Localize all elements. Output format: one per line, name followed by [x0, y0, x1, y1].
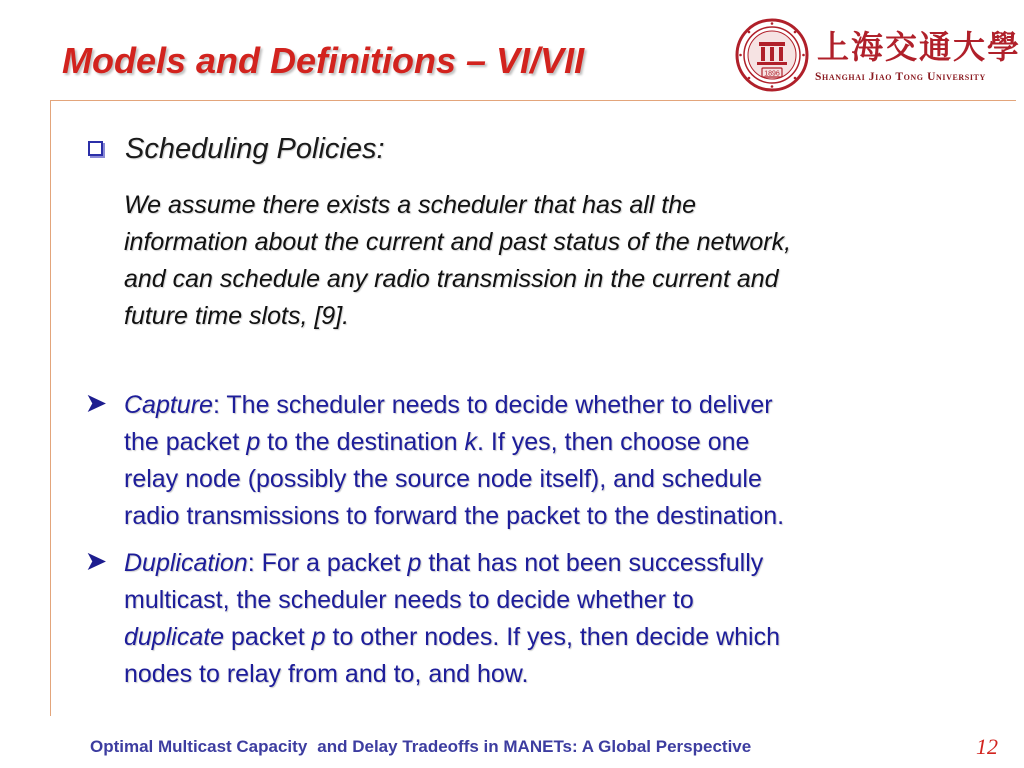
capture-bullet [124, 387, 994, 535]
footer-text [90, 737, 761, 757]
section-heading: Scheduling Policies: [125, 133, 385, 165]
duplication-bullet [124, 545, 994, 693]
left-divider [50, 100, 51, 716]
university-seal-icon [735, 18, 809, 92]
logo-english-text: Shanghai Jiao Tong University [815, 71, 986, 83]
arrow-bullet-icon: ➤ [86, 390, 107, 417]
logo-chinese-text: 上海交通大學 [817, 28, 1022, 66]
paragraph-line: We assume there exists a scheduler that has all the [124, 191, 697, 219]
duplication-line-1: Duplication: For a packet p that has not been successfully [124, 549, 764, 577]
paragraph-line: and can schedule any radio transmission in the current and [124, 265, 779, 293]
footer-part-2: and Delay Tradeoffs in MANETs: A Global Perspective [317, 737, 752, 756]
duplication-line-2: multicast, the scheduler needs to decide whether to [124, 586, 694, 614]
slide-title: Models and Definitions – VI/VII [62, 40, 585, 81]
duplication-line-4: nodes to relay from and to, and how. [124, 660, 529, 688]
page-number: 12 [976, 734, 998, 759]
header-divider [50, 100, 1016, 101]
capture-term: Capture [124, 391, 213, 419]
svg-text:1896: 1896 [764, 70, 780, 78]
paragraph-line: information about the current and past status of the network, [124, 228, 792, 256]
duplication-term: Duplication [124, 549, 248, 577]
capture-line-1: Capture: The scheduler needs to decide whether to deliver [124, 391, 773, 419]
scheduler-assumption-paragraph [124, 187, 974, 335]
duplication-line-3: duplicate packet p to other nodes. If yes, then decide which [124, 623, 780, 651]
capture-line-3: relay node (possibly the source node itself), and schedule [124, 465, 762, 493]
arrow-bullet-icon: ➤ [86, 548, 107, 575]
capture-line-4: radio transmissions to forward the packet to the destination. [124, 502, 785, 530]
paragraph-line: future time slots, [9]. [124, 302, 350, 330]
footer-part-1: Optimal Multicast Capacity [90, 737, 308, 756]
checkbox-bullet-icon [88, 141, 103, 156]
capture-line-2: the packet p to the destination k. If yes, then choose one [124, 428, 750, 456]
university-logo [735, 16, 1022, 94]
